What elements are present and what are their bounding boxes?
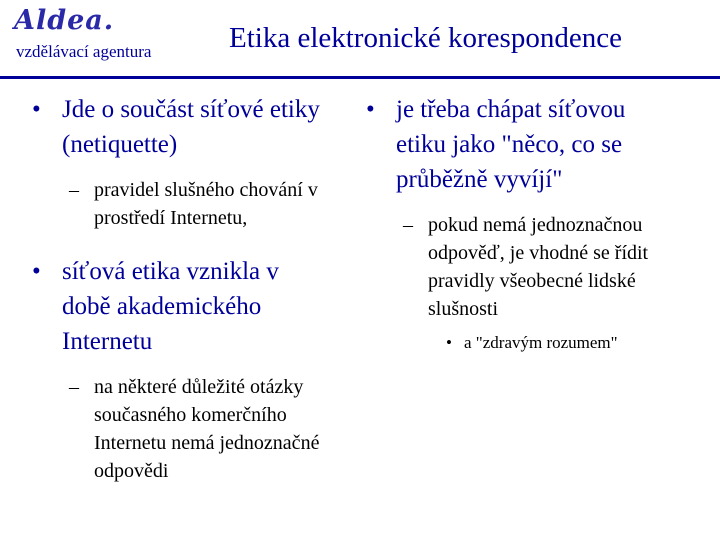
dash-icon: – (69, 376, 79, 398)
title-divider (0, 76, 720, 79)
logo (14, 4, 151, 62)
slide-title: Etika elektronické korespondence (229, 22, 622, 54)
sub-bullet-text: pravidel slušného chování v prostředí Internetu, (94, 179, 318, 229)
bullet-text: síťová etika vznikla v době akademického Internetu (62, 258, 279, 355)
bullet-item (366, 92, 666, 197)
bullet-item (32, 92, 332, 162)
left-column (32, 92, 372, 485)
sub-bullet-item (398, 211, 658, 323)
bullet-item (32, 254, 332, 359)
bullet-icon: • (32, 258, 41, 285)
sub-sub-bullet-text: a "zdravým rozumem" (464, 333, 618, 352)
right-column (366, 92, 696, 355)
sub-bullet-item (64, 373, 349, 485)
sub-sub-bullet-item (446, 331, 694, 355)
sub-bullet-text: pokud nemá jednoznačnou odpověď, je vhodné se řídit pravidly všeobecné lidské slušnosti (428, 214, 649, 320)
bullet-icon: • (446, 333, 452, 352)
bullet-icon: • (32, 96, 41, 123)
dash-icon: – (69, 179, 79, 201)
logo-subtitle: vzdělávací agentura (16, 42, 152, 61)
bullet-icon: • (366, 96, 375, 123)
bullet-text: Jde o součást síťové etiky (netiquette) (62, 96, 320, 158)
sub-bullet-item (64, 176, 344, 232)
sub-bullet-text: na některé důležité otázky současného komerčního Internetu nemá jednoznačné odpovědi (94, 376, 320, 482)
bullet-text: je třeba chápat síťovou etiku jako "něco, co se průběžně vyvíjí" (396, 96, 626, 193)
dash-icon: – (403, 214, 413, 236)
logo-name: Aldea. (14, 5, 115, 36)
